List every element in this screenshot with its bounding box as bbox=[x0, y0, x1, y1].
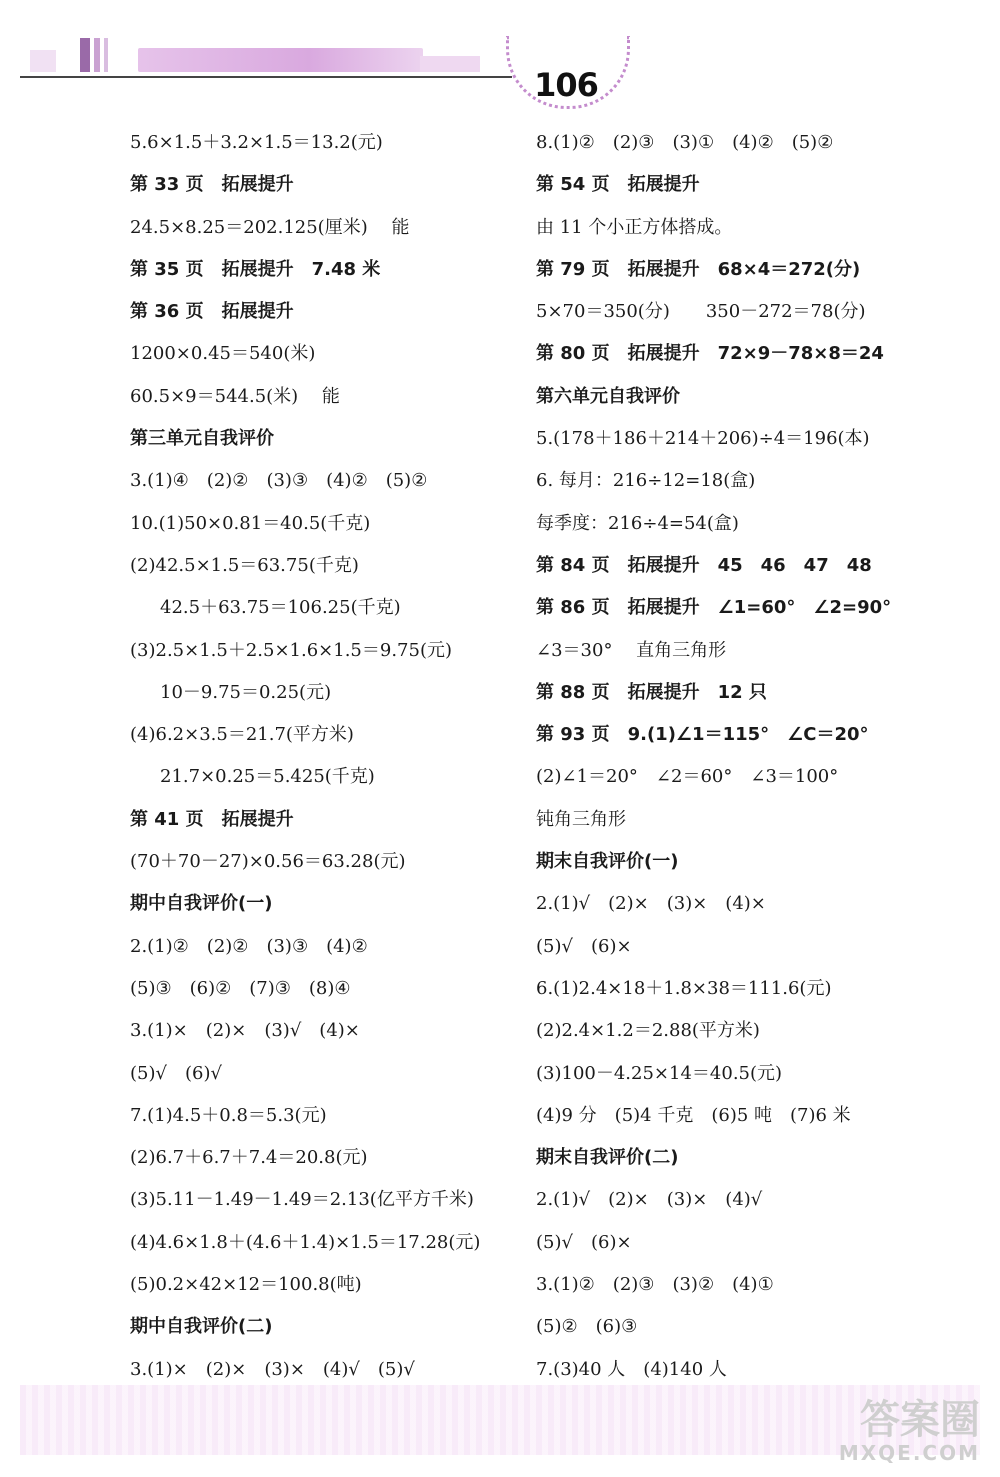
answer-line: (5)③ (6)② (7)③ (8)④ bbox=[130, 977, 351, 999]
answer-line: (4)6.2×3.5＝21.7(平方米) bbox=[130, 724, 354, 746]
left-column bbox=[130, 122, 530, 1391]
answer-line: (5)√ (6)× bbox=[536, 1231, 632, 1253]
answer-line: 2.(1)√ (2)× (3)× (4)√ bbox=[536, 1189, 763, 1211]
answer-line: (5)√ (6)√ bbox=[130, 1062, 222, 1084]
answer-line: 7.(1)4.5＋0.8＝5.3(元) bbox=[130, 1104, 327, 1126]
header-stripe bbox=[94, 38, 100, 72]
header-stripe bbox=[104, 38, 108, 72]
section-heading: 第 35 页 拓展提升 7.48 米 bbox=[130, 258, 381, 280]
header-bar bbox=[138, 48, 423, 72]
section-heading: 第 88 页 拓展提升 12 只 bbox=[536, 681, 767, 703]
answer-line: (2)2.4×1.2＝2.88(平方米) bbox=[536, 1020, 760, 1042]
watermark-logo: 答案圈 bbox=[860, 1397, 980, 1443]
section-heading: 第 33 页 拓展提升 bbox=[130, 174, 294, 196]
section-heading: 第 36 页 拓展提升 bbox=[130, 301, 294, 323]
header-stripe bbox=[30, 50, 56, 72]
header-rule bbox=[20, 76, 512, 78]
answer-line: 6.(1)2.4×18＋1.8×38＝111.6(元) bbox=[536, 977, 832, 999]
section-heading: 期末自我评价(一) bbox=[536, 851, 679, 873]
section-heading: 期中自我评价(二) bbox=[130, 1316, 273, 1338]
answer-line: 每季度：216÷4=54(盒) bbox=[536, 512, 739, 534]
answer-line: (5)√ (6)× bbox=[536, 935, 632, 957]
answer-line: 3.(1)× (2)× (3)× (4)√ (5)√ bbox=[130, 1358, 415, 1380]
section-heading: 第 41 页 拓展提升 bbox=[130, 808, 294, 830]
answer-line: 24.5×8.25＝202.125(厘米) 能 bbox=[130, 216, 410, 238]
answer-line: (3)100－4.25×14＝40.5(元) bbox=[536, 1062, 783, 1084]
answer-line: 3.(1)× (2)× (3)√ (4)× bbox=[130, 1020, 360, 1042]
answer-line: 8.(1)② (2)③ (3)① (4)② (5)② bbox=[536, 132, 834, 153]
answer-line: (3)5.11－1.49－1.49＝2.13(亿平方千米) bbox=[130, 1189, 474, 1211]
answer-line: (5)② (6)③ bbox=[536, 1316, 638, 1338]
answer-line: 5.(178＋186＋214＋206)÷4＝196(本) bbox=[536, 428, 870, 450]
answer-line: 5×70＝350(分) 350－272＝78(分) bbox=[536, 301, 866, 323]
answer-line: (70＋70－27)×0.56＝63.28(元) bbox=[130, 851, 406, 873]
answer-line: 7.(3)40 人 (4)140 人 bbox=[536, 1358, 727, 1380]
section-heading: 第 86 页 拓展提升 ∠1=60° ∠2=90° bbox=[536, 597, 892, 619]
section-heading: 第 80 页 拓展提升 72×9－78×8＝24 bbox=[536, 343, 884, 365]
answer-line: 5.6×1.5＋3.2×1.5＝13.2(元) bbox=[130, 132, 383, 153]
answer-line: 21.7×0.25＝5.425(千克) bbox=[160, 766, 375, 788]
answer-line: ∠3＝30° 直角三角形 bbox=[536, 639, 727, 661]
answer-line: 1200×0.45＝540(米) bbox=[130, 343, 316, 365]
answer-line: 42.5＋63.75＝106.25(千克) bbox=[160, 597, 401, 619]
answer-line: (2)∠1＝20° ∠2＝60° ∠3＝100° bbox=[536, 766, 839, 788]
answer-line: (4)4.6×1.8＋(4.6＋1.4)×1.5＝17.28(元) bbox=[130, 1231, 481, 1253]
answer-line: 钝角三角形 bbox=[536, 808, 626, 830]
answer-line: 6. 每月：216÷12=18(盒) bbox=[536, 470, 756, 492]
section-heading: 第六单元自我评价 bbox=[536, 385, 680, 407]
section-heading: 第 54 页 拓展提升 bbox=[536, 174, 700, 196]
answer-line: (2)6.7＋6.7＋7.4＝20.8(元) bbox=[130, 1147, 368, 1169]
answer-line: 60.5×9＝544.5(米) 能 bbox=[130, 385, 340, 407]
answer-line: (3)2.5×1.5＋2.5×1.6×1.5＝9.75(元) bbox=[130, 639, 452, 661]
answer-line: 10－9.75＝0.25(元) bbox=[160, 681, 332, 703]
answer-line: 2.(1)√ (2)× (3)× (4)× bbox=[536, 893, 766, 915]
watermark-url: MXQE.COM bbox=[838, 1441, 980, 1465]
header-bar bbox=[420, 56, 480, 72]
section-heading: 第 79 页 拓展提升 68×4＝272(分) bbox=[536, 258, 861, 280]
answer-line: (4)9 分 (5)4 千克 (6)5 吨 (7)6 米 bbox=[536, 1104, 851, 1126]
section-heading: 第 93 页 9.(1)∠1＝115° ∠C＝20° bbox=[536, 724, 869, 746]
answer-line: (5)0.2×42×12＝100.8(吨) bbox=[130, 1274, 362, 1296]
right-column bbox=[536, 122, 936, 1391]
answer-line: 10.(1)50×0.81＝40.5(千克) bbox=[130, 512, 371, 534]
section-heading: 期中自我评价(一) bbox=[130, 893, 273, 915]
answer-line: 3.(1)④ (2)② (3)③ (4)② (5)② bbox=[130, 470, 428, 492]
answer-line: 2.(1)② (2)② (3)③ (4)② bbox=[130, 935, 368, 957]
header-decoration bbox=[20, 36, 510, 76]
answer-line: 3.(1)② (2)③ (3)② (4)① bbox=[536, 1274, 774, 1296]
section-heading: 第三单元自我评价 bbox=[130, 428, 274, 450]
answer-line: (2)42.5×1.5＝63.75(千克) bbox=[130, 554, 359, 576]
watermark bbox=[820, 1398, 980, 1468]
section-heading: 期末自我评价(二) bbox=[536, 1147, 679, 1169]
page-number: 106 bbox=[534, 66, 598, 104]
answer-line: 由 11 个小正方体搭成。 bbox=[536, 216, 733, 238]
header-stripe bbox=[80, 38, 90, 72]
section-heading: 第 84 页 拓展提升 45 46 47 48 bbox=[536, 554, 872, 576]
